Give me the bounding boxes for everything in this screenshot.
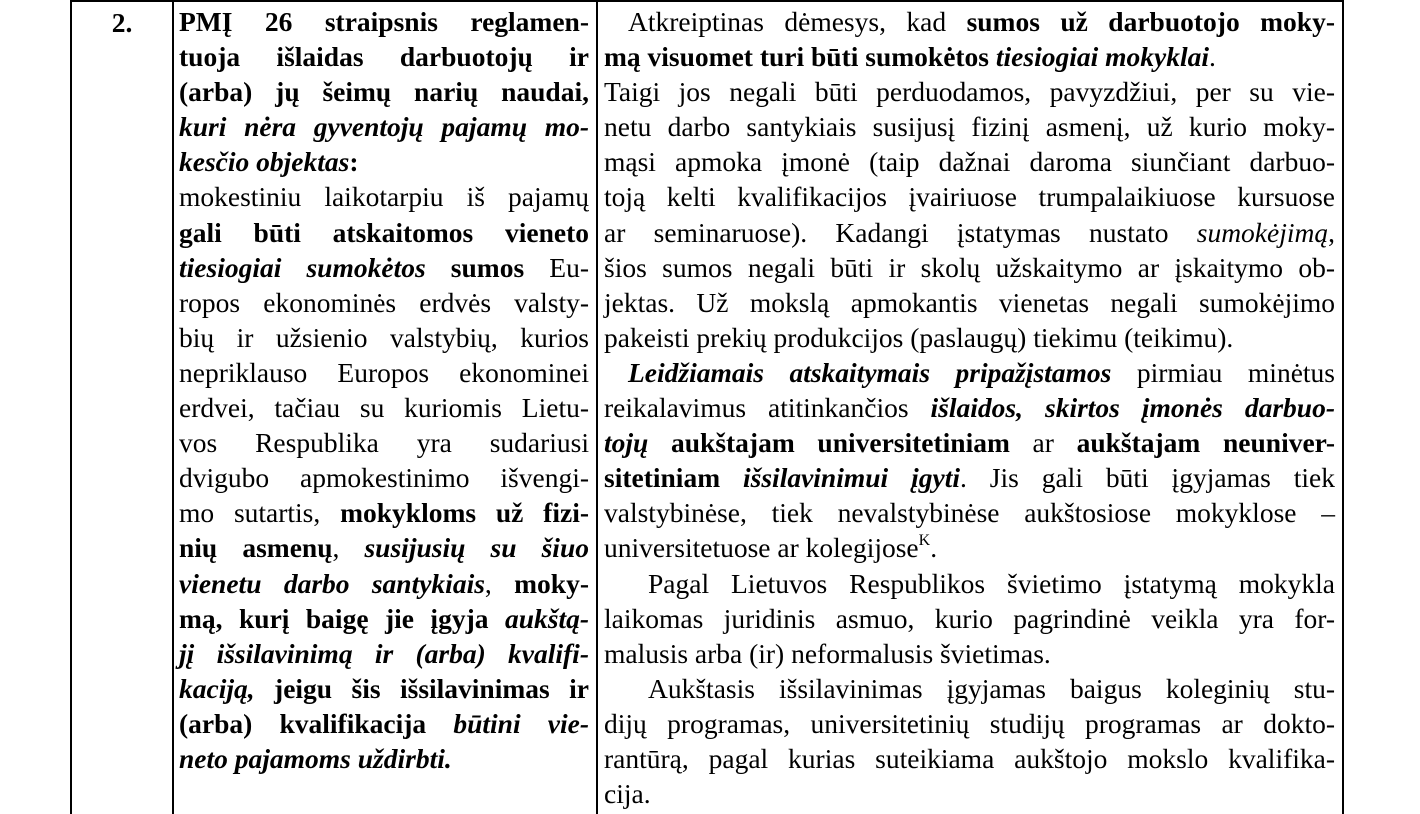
commentary-line <box>604 566 1335 601</box>
commentary-line <box>604 74 1335 109</box>
commentary-text: toją kelti kvalifikacijos įvairiuose trumpalaikiuose kursuose <box>604 181 1335 213</box>
commentary-text: išsilavinimui įgyti <box>743 462 960 494</box>
law-article-text: (arba) jų šeimų narių naudai, <box>179 76 589 108</box>
commentary-line <box>604 671 1335 706</box>
law-article-line <box>179 636 589 671</box>
commentary-text: pakeisti prekių produkcijos (paslaugų) tiekimu (teikimu). <box>604 321 1234 353</box>
commentary-line <box>604 495 1335 530</box>
commentary-text: ar seminaruose). Kadangi įstatymas nustato <box>604 216 1197 248</box>
commentary-text: cija. <box>604 778 651 810</box>
commentary-line <box>604 460 1335 495</box>
commentary-text: Aukštasis išsilavinimas įgyjamas baigus koleginių stu- <box>648 672 1335 704</box>
law-article-line <box>179 530 589 565</box>
law-article-line <box>179 425 589 460</box>
commentary-text: dijų programas, universitetinių studijų programas ar dokto- <box>604 707 1335 739</box>
law-article-line <box>179 144 589 179</box>
law-article-line <box>179 285 589 320</box>
commentary-line <box>604 636 1335 671</box>
table-top-border <box>70 0 1344 2</box>
law-article-line <box>179 460 589 495</box>
commentary-text: tiesiogiai mokyklai <box>995 41 1210 73</box>
table-border-left <box>70 0 72 814</box>
commentary-line <box>604 39 1335 74</box>
commentary-text: jektas. Už mokslą apmokantis vienetas negali sumokėjimo <box>604 286 1335 318</box>
commentary-cell <box>604 4 1335 811</box>
commentary-line <box>604 601 1335 636</box>
law-article-text: , <box>332 532 365 564</box>
commentary-text: aukštajam neuniver- <box>1076 427 1336 459</box>
law-article-text: tuoja išlaidas darbuotojų ir <box>179 41 589 73</box>
law-article-text: kesčio objektas <box>179 146 350 178</box>
commentary-text: universitetuose ar kolegijose <box>604 532 919 564</box>
commentary-text: reikalavimus atitinkančios <box>604 392 931 424</box>
commentary-line <box>604 776 1335 811</box>
commentary-text: išlaidos, skirtos įmonės darbuo- <box>930 392 1335 424</box>
commentary-line <box>604 530 1335 565</box>
table-border-right <box>1342 0 1344 814</box>
law-article-text: , <box>484 567 515 599</box>
law-article-line <box>179 179 589 214</box>
commentary-line <box>604 250 1335 285</box>
law-article-line <box>179 706 589 741</box>
law-article-text: neto pajamoms uždirbti. <box>179 742 452 774</box>
commentary-text: , <box>1328 216 1335 248</box>
law-article-text: mokestiniu laikotarpiu iš pajamų <box>179 181 589 213</box>
commentary-text: Pagal Lietuvos Respublikos švietimo įstatymą mokykla <box>648 567 1335 599</box>
law-article-text: gali būti atskaitomos vieneto <box>179 216 589 248</box>
law-article-text: aukštą- <box>504 602 589 634</box>
law-article-text: susijusių su šiuo <box>364 532 589 564</box>
law-article-text: jį išsilavinimą ir (arba) kvalifi- <box>179 637 589 669</box>
commentary-line <box>604 320 1335 355</box>
commentary-text: sumos už darbuotojo moky- <box>966 6 1336 37</box>
law-article-text <box>426 252 451 283</box>
law-article-text: būtini vie- <box>453 707 589 739</box>
row-number-cell <box>72 4 172 40</box>
law-article-text: dvigubo apmokestinimo išvengi- <box>179 462 589 494</box>
commentary-line <box>604 741 1335 776</box>
law-article-text: mo sutartis, <box>179 497 341 529</box>
commentary-line <box>604 706 1335 741</box>
commentary-text: netu darbo santykiais susijusį fizinį asmenį, už kurio moky- <box>604 111 1335 143</box>
commentary-text: laikomas juridinis asmuo, kurio pagrindinė veikla yra for- <box>604 602 1335 634</box>
law-article-text: jeigu šis išsilavinimas ir <box>254 672 589 704</box>
law-article-text: vienetu darbo santykiais <box>179 567 485 599</box>
commentary-text: mąsi apmoka įmonė (taip dažnai daroma siunčiant darbuo- <box>604 146 1335 178</box>
commentary-text: tojų <box>604 427 649 459</box>
law-article-text: mą, kurį baigę jie įgyja <box>179 602 505 634</box>
law-article-text: PMĮ 26 straipsnis reglamen- <box>179 6 589 37</box>
commentary-text: aukštajam universitetiniam <box>670 427 1010 459</box>
law-article-line <box>179 741 589 776</box>
commentary-text: . Jis gali būti įgyjamas tiek <box>959 462 1335 494</box>
commentary-text: . <box>1209 41 1216 73</box>
commentary-text: malusis arba (ir) neformalusis švietimas. <box>604 637 1051 669</box>
law-article-text: mokykloms už fizi- <box>340 497 589 529</box>
law-article-line <box>179 671 589 706</box>
law-article-line <box>179 495 589 530</box>
law-article-text: nių asmenų <box>179 532 333 564</box>
commentary-line <box>604 215 1335 250</box>
commentary-text: . <box>930 532 938 564</box>
law-article-line <box>179 320 589 355</box>
law-article-text: vos Respublika yra sudariusi <box>179 427 589 459</box>
commentary-text: mą visuomet turi būti sumokėtos <box>604 41 996 73</box>
commentary-text: Leidžiamais atskaitymais pripažįstamos <box>628 356 1112 388</box>
law-article-text: kuri nėra gyventojų pajamų mo- <box>179 111 589 143</box>
law-article-text: erdvei, tačiau su kuriomis Lietu- <box>179 392 589 424</box>
law-article-text: moky- <box>514 567 589 599</box>
law-article-line <box>179 390 589 425</box>
law-article-text: sumos <box>450 251 525 283</box>
law-article-line <box>179 250 589 285</box>
row-number: 2. <box>111 7 133 38</box>
law-article-text: ropos ekonominės erdvės valsty- <box>179 286 589 318</box>
law-article-line <box>179 109 589 144</box>
commentary-line <box>604 179 1335 214</box>
commentary-text: valstybinėse, tiek nevalstybinėse aukštosiose mokyklose – <box>604 497 1335 529</box>
law-article-line <box>179 566 589 601</box>
column-divider-2 <box>596 0 598 814</box>
law-article-line <box>179 39 589 74</box>
law-article-cell <box>179 4 589 776</box>
commentary-line <box>604 390 1335 425</box>
commentary-text: šios sumos negali būti ir skolų užskaitymo ar įskaitymo ob- <box>604 251 1335 283</box>
commentary-line <box>604 355 1335 390</box>
law-article-text: tiesiogiai sumokėtos <box>179 251 426 283</box>
law-article-text: Eu- <box>524 251 589 283</box>
commentary-text <box>648 427 671 458</box>
law-article-text: : <box>349 146 359 178</box>
commentary-text: sumokėjimą <box>1196 216 1329 248</box>
commentary-text: ar <box>1009 427 1077 459</box>
commentary-line <box>604 109 1335 144</box>
column-divider-1 <box>172 0 174 814</box>
commentary-text: rantūrą, pagal kurias suteikiama aukštojo mokslo kvalifika- <box>604 742 1335 774</box>
law-article-line <box>179 601 589 636</box>
law-article-text: (arba) kvalifikacija <box>179 707 454 739</box>
commentary-text: K <box>918 532 931 550</box>
law-article-line <box>179 215 589 250</box>
commentary-text: Atkreiptinas dėmesys, kad <box>628 6 967 37</box>
commentary-text: sitetiniam <box>604 462 744 494</box>
commentary-text: Taigi jos negali būti perduodamos, pavyzdžiui, per su vie- <box>604 76 1335 108</box>
law-article-text: bių ir užsienio valstybių, kurios <box>179 321 589 353</box>
commentary-line <box>604 4 1335 39</box>
commentary-line <box>604 285 1335 320</box>
law-article-line <box>179 74 589 109</box>
commentary-text: pirmiau minėtus <box>1111 356 1335 388</box>
commentary-line <box>604 425 1335 460</box>
law-article-text: kaciją, <box>179 672 255 704</box>
law-article-line <box>179 4 589 39</box>
commentary-line <box>604 144 1335 179</box>
law-article-line <box>179 355 589 390</box>
law-article-text: nepriklauso Europos ekonominei <box>179 356 589 388</box>
